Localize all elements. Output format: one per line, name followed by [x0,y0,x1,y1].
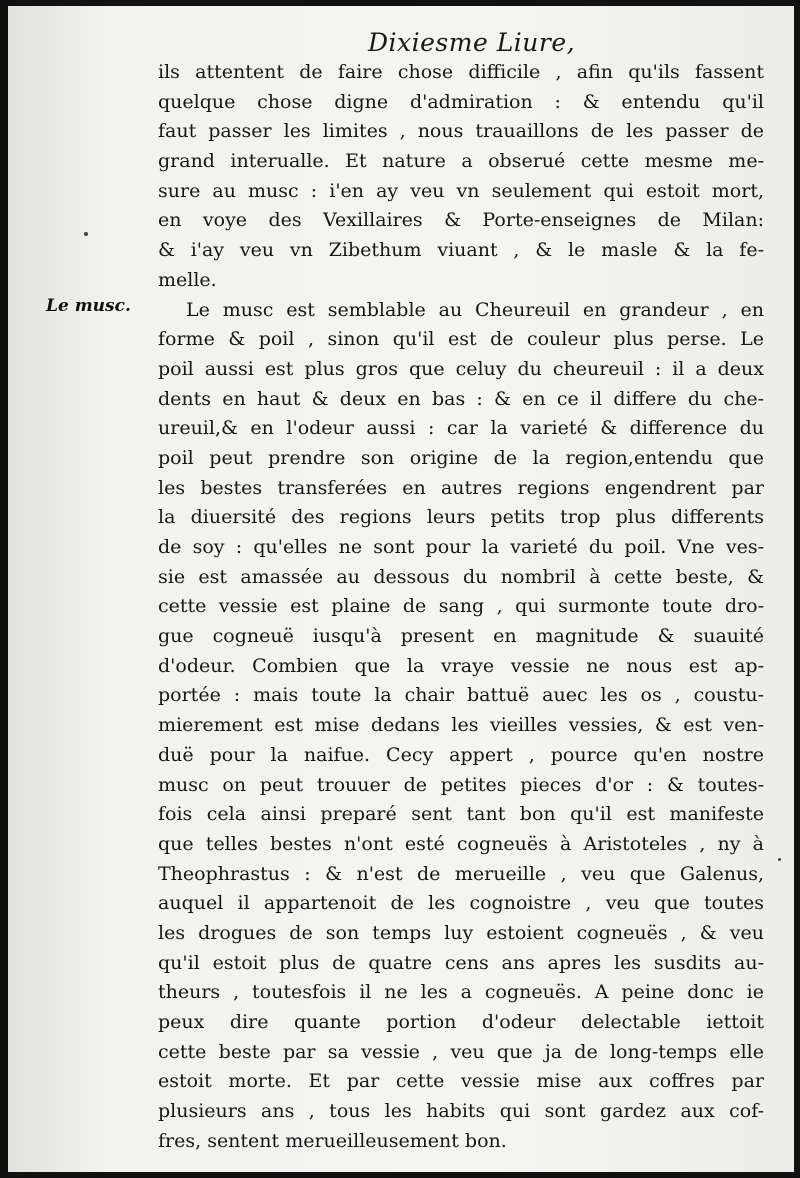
text-line: forme & poil , sinon qu'il est de couleur plus perse. Le [158,328,764,351]
text-line: la diuersité des regions leurs petits trop plus differents [158,506,764,529]
text-line: en voye des Vexillaires & Porte-enseignes de Milan: [158,209,764,232]
text-line: gue cogneuë iusqu'à present en magnitude & suauité [158,625,764,648]
text-line: sie est amassée au dessous du nombril à cette beste, & [158,565,764,588]
text-line: qu'il estoit plus de quatre cens ans apres les susdits au- [158,951,764,974]
text-line: dents en haut & deux en bas : & en ce il differe du che- [158,387,764,410]
text-line: poil aussi est plus gros que celuy du cheureuil : il a deux [158,357,764,380]
text-line: portée : mais toute la chair battuë auec les os , coustu- [158,684,764,707]
text-line: estoit morte. Et par cette vessie mise aux coffres par [158,1070,764,1093]
text-line: sure au musc : i'en ay veu vn seulement qui estoit mort, [158,179,764,202]
text-line: plusieurs ans , tous les habits qui sont gardez aux cof- [158,1100,764,1123]
text-line: que telles bestes n'ont esté cogneuës à Aristoteles , ny à [158,832,764,855]
text-line: ils attentent de faire chose difficile , afin qu'ils fassent [158,61,764,83]
text-line: de soy : qu'elles ne sont pour la varieté du poil. Vne ves- [158,536,764,558]
text-line: mierement est mise dedans les vieilles vessies, & est ven- [158,714,764,737]
ink-speck [84,232,88,236]
text-line: musc on peut trouuer de petites pieces d'or : & toutes- [158,773,764,796]
text-line: d'odeur. Combien que la vraye vessie ne nous est ap- [158,654,764,677]
ink-speck [778,858,781,861]
body-text [158,58,764,1156]
running-head: Dixiesme Liure, [368,28,576,57]
text-line: faut passer les limites , nous trauaillons de les passer de [158,120,764,143]
text-line: les drogues de son temps luy estoient cogneuës , & veu [158,921,764,944]
text-line: quelque chose digne d'admiration : & entendu qu'il [158,90,764,113]
margin-note: Le musc. [46,296,131,316]
text-line: theurs , toutesfois il ne les a cogneuës. A peine donc ie [158,981,764,1004]
text-line: les bestes transferées en autres regions engendrent par [158,476,764,499]
text-line: Le musc est semblable au Cheureuil en grandeur , en [186,298,764,321]
text-line: cette vessie est plaine de sang , qui surmonte toute dro- [158,595,764,618]
text-line: poil peut prendre son origine de la region,entendu que [158,446,764,469]
text-line: ureuil,& en l'odeur aussi : car la varieté & difference du [158,417,764,440]
text-line: cette beste par sa vessie , veu que ja de long-temps elle [158,1040,764,1063]
text-line: & i'ay veu vn Zibethum viuant , & le masle & la fe- [158,239,764,262]
text-line: duë pour la naifue. Cecy appert , pource qu'en nostre [158,743,764,766]
text-line: auquel il appartenoit de les cognoistre , veu que toutes [158,892,764,915]
text-line: grand interualle. Et nature a obserué cette mesme me- [158,150,764,173]
text-line: fois cela ainsi preparé sent tant bon qu'il est manifeste [158,803,764,826]
text-line: peux dire quante portion d'odeur delectable iettoit [158,1011,764,1033]
text-line: Theophrastus : & n'est de merueille , veu que Galenus, [158,862,764,885]
book-page [8,6,794,1172]
text-line: melle. [158,268,217,291]
text-line: fres, sentent merueilleusement bon. [158,1129,507,1152]
